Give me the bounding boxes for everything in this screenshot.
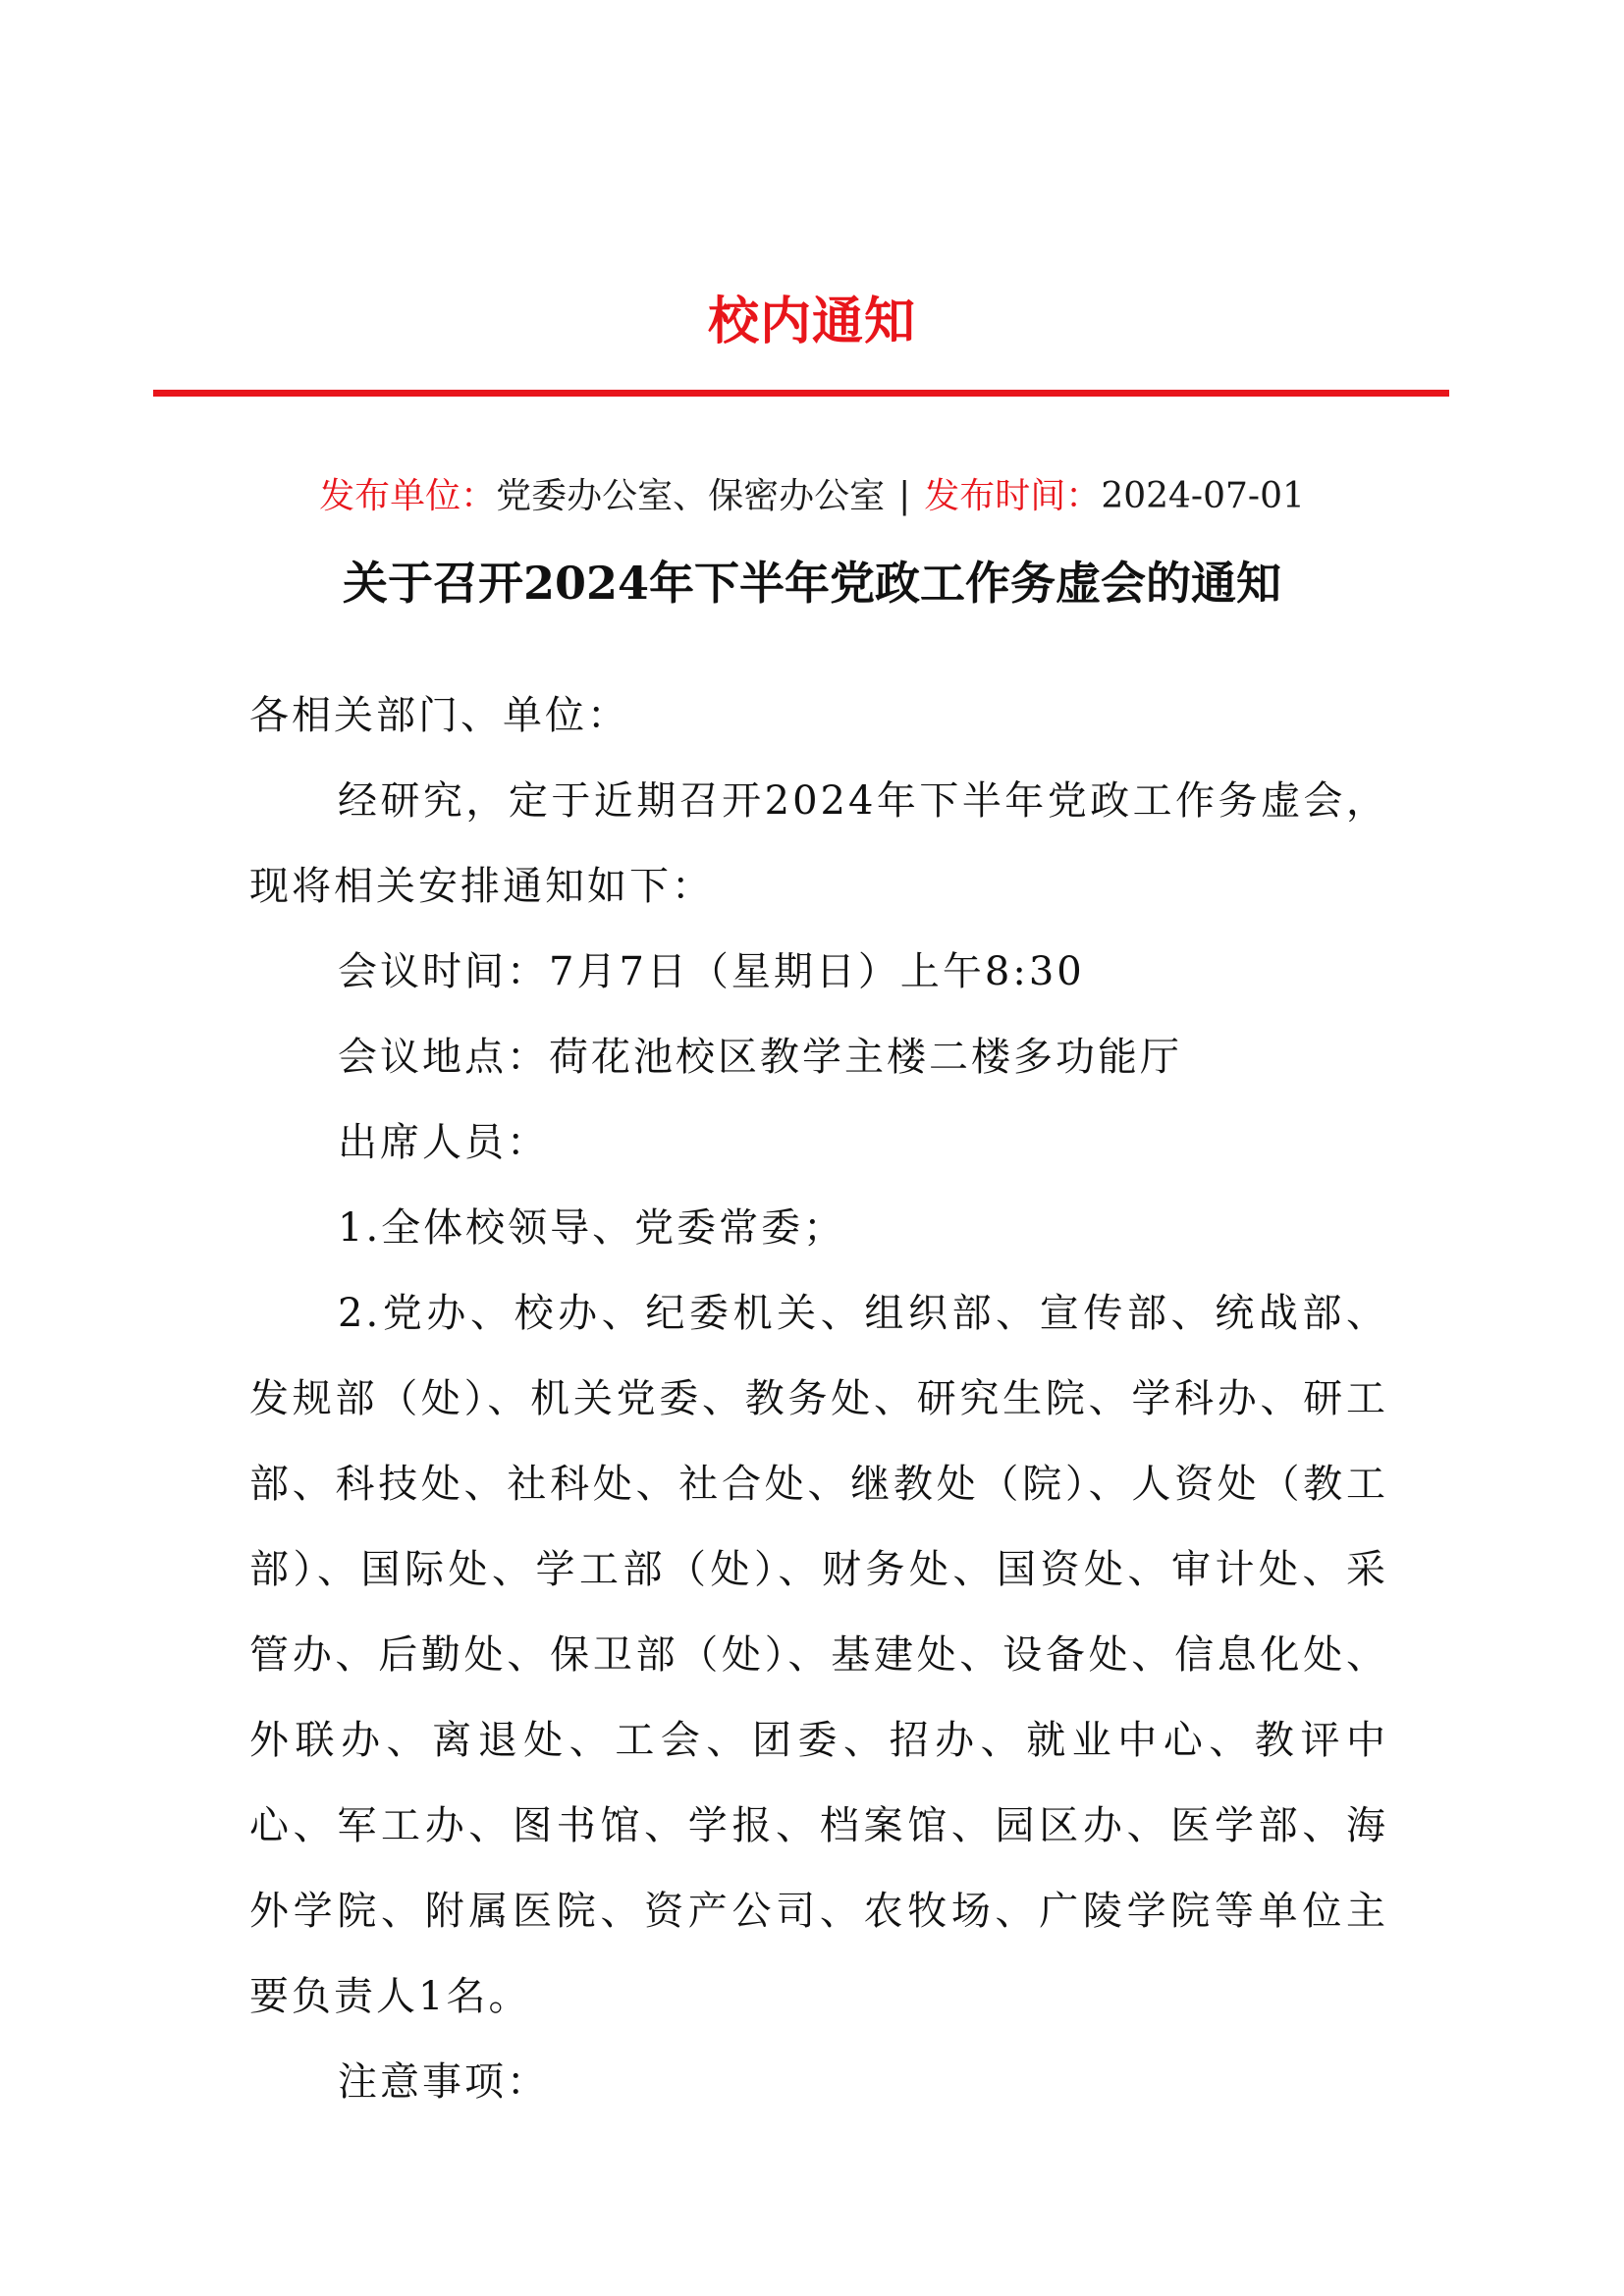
meeting-place: 会议地点：荷花池校区教学主楼二楼多功能厅 [338,1035,1182,1080]
masthead-title: 校内通知 [707,293,916,351]
notice-title: 关于召开2024年下半年党政工作务虚会的通知 [342,557,1282,610]
publish-date-label: 发布时间： [924,476,1102,516]
publish-date-value: 2024-07-01 [1101,476,1305,516]
notes-heading: 注意事项： [338,2059,549,2105]
publisher-label: 发布单位： [319,476,497,516]
intro-paragraph: 经研究，定于近期召开2024年下半年党政工作务虚会，现将相关安排通知如下： [249,778,1388,909]
attendees-item-2: 2.党办、校办、纪委机关、组织部、宣传部、统战部、发规部（处）、机关党委、教务处、研究生院、学科办、研工部、科技处、社科处、社合处、继教处（院）、人资处（教工部）、国际处、学工部（处）、财务处、国资处、审计处、采管办、后勤处、保卫部（处）、基建处、设备处、信息化处、外联办、离退处、工会、团委、招办、就业中心、教评中心、军工办、图书馆、学报、档案馆、园区办、医学部、海外学院、附属医院、资产公司、农牧场、广陵学院等单位主要负责人1名。 [249,1291,1388,2019]
meeting-time: 会议时间：7月7日（星期日）上午8:30 [338,949,1085,994]
salutation: 各相关部门、单位： [249,693,629,738]
publisher-value: 党委办公室、保密办公室 [496,476,886,516]
notice-body [249,673,1388,2125]
masthead-red-rule [153,390,1449,397]
attendees-item-1: 1.全体校领导、党委常委； [338,1205,846,1251]
meta-separator: | [898,476,911,516]
attendees-heading: 出席人员： [338,1120,549,1165]
publish-info [0,469,1624,524]
